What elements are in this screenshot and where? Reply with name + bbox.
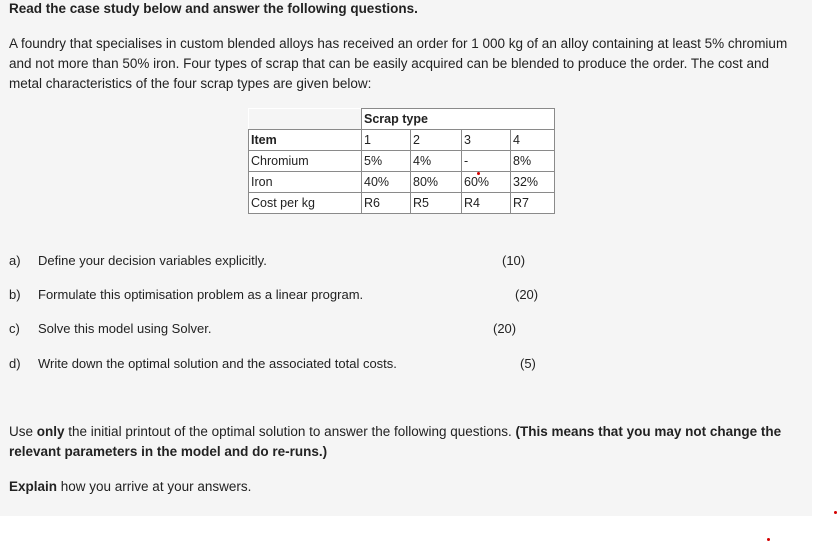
- table-cell: -: [462, 151, 511, 172]
- note-text: the initial printout of the optimal solution to answer the following questions.: [64, 424, 516, 439]
- table-cell: 5%: [362, 151, 411, 172]
- question-text: Define your decision variables explicitly.: [38, 253, 267, 268]
- table-cell: 80%: [411, 172, 462, 193]
- question-text: Solve this model using Solver.: [38, 321, 212, 336]
- scrap-column-header: 2: [411, 130, 462, 151]
- table-column-header-row: [249, 130, 555, 151]
- question-d: [9, 356, 397, 371]
- table-cell: 40%: [362, 172, 411, 193]
- question-b-marks: (20): [515, 287, 539, 302]
- table-cell: R6: [362, 193, 411, 214]
- instruction-note: [9, 422, 799, 462]
- scrap-column-header: 1: [362, 130, 411, 151]
- table-row-iron: [249, 172, 555, 193]
- question-d-marks: (5): [520, 356, 536, 371]
- scrap-column-header: 3: [462, 130, 511, 151]
- question-letter: b): [9, 287, 21, 302]
- table-cell: R4: [462, 193, 511, 214]
- question-letter: d): [9, 356, 21, 371]
- row-label: Chromium: [249, 151, 362, 172]
- question-letter: a): [9, 253, 21, 268]
- red-mark-dot: [834, 511, 837, 514]
- table-cell: 60%: [462, 172, 511, 193]
- row-label: Cost per kg: [249, 193, 362, 214]
- table-corner-cell: [249, 109, 362, 130]
- instructions-heading: Read the case study below and answer the following questions.: [9, 1, 418, 16]
- note-emphasis: (This means that you may not change the relevant parameters in the model and do re-runs.): [9, 424, 782, 459]
- row-label: Iron: [249, 172, 362, 193]
- question-a: [9, 253, 267, 268]
- question-b: [9, 287, 363, 302]
- question-a-marks: (10): [502, 253, 526, 268]
- question-text: Formulate this optimisation problem as a linear program.: [38, 287, 364, 302]
- table-cell: R5: [411, 193, 462, 214]
- table-row-chromium: [249, 151, 555, 172]
- red-mark-dot: [477, 172, 480, 175]
- table-row-cost: [249, 193, 555, 214]
- table-cell: 32%: [511, 172, 555, 193]
- note-emphasis: only: [36, 424, 65, 439]
- red-mark-dot: [767, 538, 770, 541]
- question-text: Write down the optimal solution and the associated total costs.: [38, 356, 397, 371]
- note-text: Use: [9, 424, 37, 439]
- scrap-type-table: [248, 108, 555, 214]
- table-cell: 4%: [411, 151, 462, 172]
- question-letter: c): [9, 321, 20, 336]
- explain-emphasis: Explain: [9, 479, 58, 494]
- explain-instruction: [9, 479, 251, 494]
- item-header: Item: [249, 130, 362, 151]
- question-c-marks: (20): [493, 321, 517, 336]
- question-c: [9, 321, 211, 336]
- scrap-type-header: Scrap type: [362, 109, 555, 130]
- scrap-column-header: 4: [511, 130, 555, 151]
- case-study-intro: A foundry that specialises in custom blended alloys has received an order for 1 000 kg of an alloy containing at least 5% chromium and not more than 50% iron. Four types of scrap that can be easily acquired can be blended to produce the order. The cost and metal characteristics of the four scrap types are given below:: [9, 36, 788, 91]
- explain-text: how you arrive at your answers.: [57, 479, 252, 494]
- table-group-header-row: [249, 109, 555, 130]
- table-cell: 8%: [511, 151, 555, 172]
- table-cell: R7: [511, 193, 555, 214]
